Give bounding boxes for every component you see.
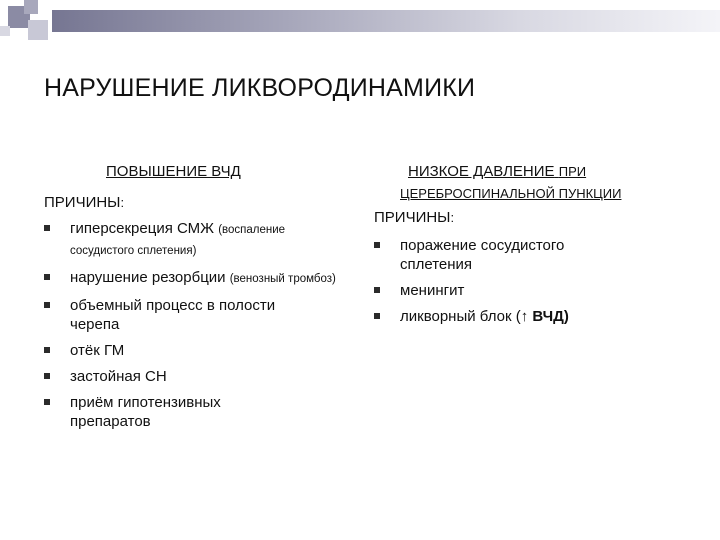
item-main-text: приём гипотензивных препаратов	[70, 394, 221, 430]
item-main-text: менингит	[400, 282, 465, 299]
left-list-item	[44, 393, 260, 431]
bullet-square-icon	[44, 274, 50, 280]
header-gradient-bar	[52, 10, 720, 32]
deco-square-light	[28, 20, 48, 40]
right-causes-label	[374, 209, 454, 226]
right-heading-small: ПРИ	[558, 164, 587, 179]
item-main-text: нарушение резорбции	[70, 269, 226, 286]
left-list-item	[44, 341, 344, 360]
slide-title: НАРУШЕНИЕ ЛИКВОРОДИНАМИКИ	[44, 74, 476, 102]
right-heading	[408, 163, 586, 180]
item-main-text: объемный процесс в полости черепа	[70, 297, 276, 333]
left-causes-list	[44, 219, 344, 431]
item-main-text: застойная СН	[70, 368, 167, 385]
left-causes-label	[44, 194, 124, 211]
left-list-item	[44, 296, 326, 334]
bullet-square-icon	[374, 287, 380, 293]
bullet-square-icon	[374, 242, 380, 248]
right-list-item	[374, 236, 632, 274]
item-bold-text: ВЧД)	[532, 308, 569, 325]
bullet-square-icon	[44, 302, 50, 308]
left-heading-text: ПОВЫШЕНИЕ ВЧД	[106, 163, 241, 180]
bullet-square-icon	[44, 225, 50, 231]
left-causes-text: ПРИЧИНЫ	[44, 194, 121, 211]
right-causes-text: ПРИЧИНЫ	[374, 209, 451, 226]
left-list-item	[44, 367, 344, 386]
right-list-item	[374, 307, 624, 326]
left-causes-colon: :	[120, 195, 125, 210]
item-main-text: отёк ГМ	[70, 342, 125, 359]
left-list-item	[44, 219, 340, 261]
item-note-text: (венозный тромбоз)	[229, 273, 336, 285]
right-heading-text: НИЗКОЕ ДАВЛЕНИЕ	[408, 163, 555, 180]
item-main-text: поражение сосудистого сплетения	[400, 237, 565, 273]
item-main-text: гиперсекреция СМЖ	[70, 220, 215, 237]
bullet-square-icon	[44, 373, 50, 379]
right-causes-colon: :	[450, 210, 455, 225]
right-list-item	[374, 281, 624, 300]
right-heading-line2: ЦЕРЕБРОСПИНАЛЬНОЙ ПУНКЦИИ	[400, 186, 622, 201]
item-main-text: ликворный блок (↑	[400, 308, 533, 325]
deco-square-mid	[24, 0, 38, 14]
bullet-square-icon	[44, 347, 50, 353]
left-list-item	[44, 268, 346, 289]
bullet-square-icon	[44, 399, 50, 405]
item-note-text: (воспаление сосудистого сплетения)	[70, 224, 286, 257]
left-heading	[106, 163, 241, 180]
right-causes-list	[374, 236, 624, 326]
bullet-square-icon	[374, 313, 380, 319]
deco-square-small	[0, 26, 10, 36]
